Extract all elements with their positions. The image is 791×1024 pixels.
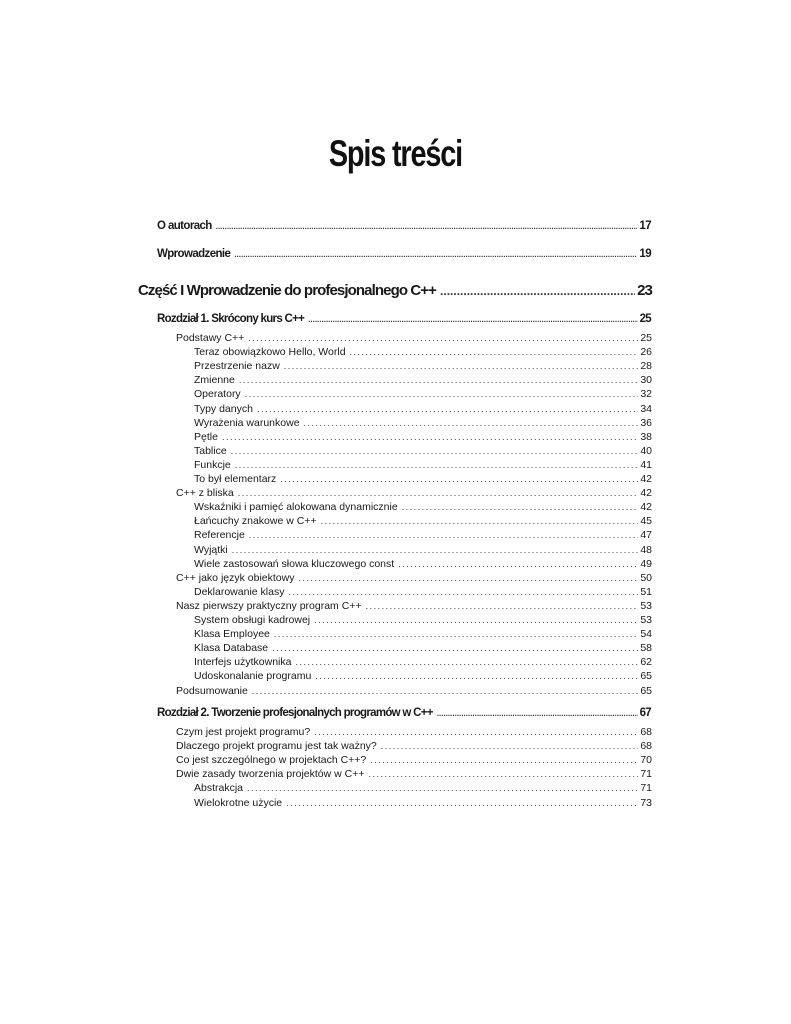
toc-subsection-entry[interactable] (194, 797, 652, 809)
toc-entry-title: Podsumowanie (176, 684, 248, 697)
toc-entry-page: 68 (640, 740, 652, 753)
toc-entry-title: Dlaczego projekt programu jest tak ważny? (176, 740, 377, 753)
toc-section-entry[interactable] (176, 726, 652, 738)
dot-leader (366, 601, 639, 611)
toc-subsection-entry[interactable] (194, 642, 652, 654)
dot-leader (222, 432, 638, 442)
toc-entry-page: 23 (637, 282, 652, 299)
toc-chapter-entry[interactable] (157, 707, 651, 719)
toc-subsection-entry[interactable] (194, 403, 652, 415)
toc-entry-front[interactable] (157, 220, 651, 232)
toc-entry-page: 53 (640, 614, 652, 626)
page-title: Spis treści (328, 133, 462, 174)
dot-leader (370, 755, 638, 765)
dot-leader (239, 375, 638, 385)
toc-entry-title: C++ jako język obiektowy (176, 571, 295, 584)
toc-section-entry[interactable] (176, 332, 652, 344)
toc-entry-page: 71 (640, 782, 652, 795)
toc-entry-page: 34 (640, 402, 652, 415)
toc-entry-page: 32 (640, 388, 652, 401)
toc-entry-title: Wyjątki (194, 543, 228, 556)
toc-chapter-entry[interactable] (157, 313, 651, 325)
dot-leader (280, 474, 638, 484)
toc-entry-title: Co jest szczególnego w projektach C++? (176, 754, 367, 767)
toc-entry-title: Abstrakcja (194, 782, 244, 795)
toc-subsection-entry[interactable] (194, 614, 652, 626)
toc-entry-page: 41 (640, 458, 652, 471)
toc-subsection-entry[interactable] (194, 529, 652, 541)
dot-leader (249, 530, 639, 540)
toc-entry-page: 65 (640, 684, 652, 697)
toc-subsection-entry[interactable] (194, 670, 652, 682)
dot-leader (234, 250, 637, 259)
toc-entry-title: Podstawy C++ (176, 332, 245, 344)
toc-subsection-entry[interactable] (194, 628, 652, 640)
toc-entry-title: System obsługi kadrowej (194, 614, 311, 626)
toc-entry-page: 62 (640, 656, 652, 669)
toc-entry-title: Deklarowanie klasy (194, 585, 285, 598)
dot-leader (288, 587, 638, 597)
toc-entry-title: O autorach (157, 220, 212, 232)
toc-entry-title: Łańcuchy znakowe w C++ (194, 515, 317, 528)
toc-entry-title: Wyrażenia warunkowe (194, 416, 300, 429)
toc-entry-title: Rozdział 2. Tworzenie profesjonalnych programów w C++ (157, 707, 433, 719)
dot-leader (350, 347, 639, 357)
toc-subsection-entry[interactable] (194, 388, 652, 400)
toc-entry-page: 25 (640, 332, 652, 344)
toc-subsection-entry[interactable] (194, 501, 652, 513)
toc-entry-page: 47 (640, 529, 652, 542)
dot-leader (274, 629, 638, 639)
toc-entry-title: Funkcje (194, 458, 231, 471)
toc-subsection-entry[interactable] (194, 656, 652, 668)
toc-entry-title: Tablice (194, 444, 227, 457)
toc-entry-title: Klasa Employee (194, 628, 270, 641)
toc-entry-title: Udoskonalanie programu (194, 670, 312, 683)
toc-subsection-entry[interactable] (194, 445, 652, 457)
toc-entry-title: Klasa Database (194, 642, 269, 655)
dot-leader (238, 488, 639, 498)
dot-leader (245, 389, 639, 399)
dot-leader (398, 559, 638, 569)
toc-entry-page: 67 (639, 707, 651, 719)
dot-leader (286, 798, 638, 808)
toc-subsection-entry[interactable] (194, 782, 652, 794)
toc-part-entry[interactable] (138, 282, 652, 299)
toc-entry-title: Interfejs użytkownika (194, 656, 292, 669)
dot-leader (216, 222, 638, 231)
toc-section-entry[interactable] (176, 572, 652, 584)
toc-subsection-entry[interactable] (194, 346, 652, 358)
toc-entry-page: 30 (640, 374, 652, 387)
dot-leader (321, 516, 639, 526)
toc-section-entry[interactable] (176, 768, 652, 780)
toc-subsection-entry[interactable] (194, 473, 652, 485)
toc-entry-page: 40 (640, 444, 652, 457)
toc-section-entry[interactable] (176, 740, 652, 752)
toc-entry-page: 42 (640, 473, 652, 485)
toc-entry-title: C++ z bliska (176, 487, 234, 500)
dot-leader (284, 361, 639, 371)
toc-entry-page: 54 (640, 628, 652, 641)
toc-section-entry[interactable] (176, 487, 652, 499)
toc-entry-page: 68 (640, 726, 652, 738)
toc-entry-page: 71 (640, 768, 652, 781)
toc-entry-page: 65 (640, 670, 652, 683)
dot-leader (248, 333, 638, 343)
dot-leader (308, 315, 637, 324)
toc-entry-title: Rozdział 1. Skrócony kurs C++ (157, 313, 305, 325)
dot-leader (369, 769, 639, 779)
toc-entry-page: 25 (639, 313, 651, 325)
toc-entry-page: 48 (640, 543, 652, 556)
toc-entry-page: 58 (640, 642, 652, 655)
toc-entry-title: Nasz pierwszy praktyczny program C++ (176, 599, 362, 612)
dot-leader (252, 686, 639, 696)
toc-subsection-entry[interactable] (194, 558, 652, 570)
toc-subsection-entry[interactable] (194, 360, 652, 372)
toc-entry-page: 73 (640, 796, 652, 809)
toc-entry-page: 19 (639, 248, 651, 260)
toc-entry-page: 36 (640, 416, 652, 429)
dot-leader (381, 741, 639, 751)
dot-leader (437, 709, 638, 718)
toc-section-entry[interactable] (176, 754, 652, 766)
toc-entry-title: Wskaźniki i pamięć alokowana dynamicznie (194, 501, 398, 514)
dot-leader (298, 573, 638, 583)
dot-leader (304, 418, 639, 428)
dot-leader (440, 284, 635, 298)
toc-entry-page: 51 (640, 585, 652, 598)
toc-section-entry[interactable] (176, 600, 652, 612)
toc-entry-title: Pętle (194, 430, 218, 443)
toc-entry-title: Część I Wprowadzenie do profesjonalnego C++ (138, 282, 437, 299)
toc-subsection-entry[interactable] (194, 374, 652, 386)
toc-entry-title: Teraz obowiązkowo Hello, World (194, 346, 346, 359)
toc-entry-title: Wiele zastosowań słowa kluczowego const (194, 557, 395, 570)
toc-entry-title: Wprowadzenie (157, 248, 231, 260)
toc-entry-front[interactable] (157, 248, 651, 260)
toc-entry-title: Zmienne (194, 374, 235, 387)
toc-entry-title: Czym jest projekt programu? (176, 726, 311, 738)
toc-entry-page: 17 (639, 220, 651, 232)
toc-entry-page: 45 (640, 515, 652, 528)
toc-entry-page: 70 (640, 754, 652, 767)
dot-leader (295, 657, 638, 667)
toc-entry-title: Dwie zasady tworzenia projektów w C++ (176, 768, 365, 781)
toc-subsection-entry[interactable] (194, 586, 652, 598)
dot-leader (231, 446, 639, 456)
dot-leader (257, 404, 638, 414)
dot-leader (247, 783, 638, 793)
toc-entry-title: To był elementarz (194, 473, 277, 485)
toc-entry-page: 26 (640, 346, 652, 359)
toc-entry-page: 49 (640, 557, 652, 570)
dot-leader (232, 545, 639, 555)
toc-subsection-entry[interactable] (194, 544, 652, 556)
dot-leader (314, 615, 638, 625)
toc-entry-title: Typy danych (194, 402, 253, 415)
toc-entry-title: Referencje (194, 529, 245, 542)
toc-subsection-entry[interactable] (194, 431, 652, 443)
dot-leader (235, 460, 639, 470)
dot-leader (315, 671, 638, 681)
toc-entry-title: Przestrzenie nazw (194, 360, 280, 373)
dot-leader (314, 727, 638, 737)
dot-leader (402, 502, 639, 512)
dot-leader (272, 643, 638, 653)
toc-entry-page: 38 (640, 430, 652, 443)
toc-entry-title: Wielokrotne użycie (194, 796, 283, 809)
toc-entry-title: Operatory (194, 388, 241, 401)
toc-section-entry[interactable] (176, 685, 652, 697)
toc-subsection-entry[interactable] (194, 515, 652, 527)
toc-entry-page: 53 (640, 599, 652, 612)
toc-entry-page: 42 (640, 487, 652, 500)
toc-subsection-entry[interactable] (194, 417, 652, 429)
toc-entry-page: 42 (640, 501, 652, 514)
toc-entry-page: 50 (640, 571, 652, 584)
toc-subsection-entry[interactable] (194, 459, 652, 471)
toc-entry-page: 28 (640, 360, 652, 373)
